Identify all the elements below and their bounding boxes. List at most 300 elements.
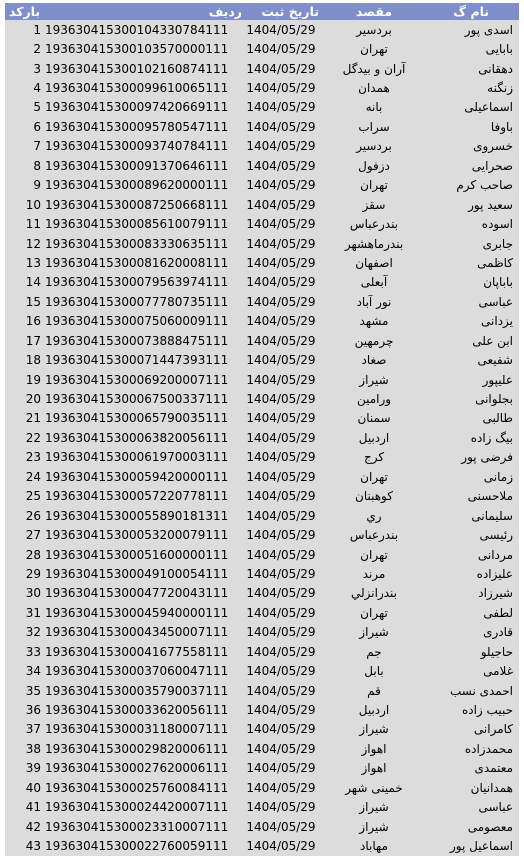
destination: خمینی شهر [345, 780, 403, 795]
row-number-and-barcode-cell [5, 564, 243, 583]
barcode: 193630415300089620000111 [45, 178, 229, 193]
table-row [5, 836, 519, 855]
registration-date: 1404/05/29 [246, 294, 316, 309]
recipient-name: خسروی [473, 139, 513, 154]
recipient-name: محمدزاده [464, 741, 513, 756]
row-number-and-barcode-cell [5, 506, 243, 525]
row-number-and-barcode-cell [5, 467, 243, 486]
recipient-name: جابری [482, 236, 513, 251]
row-number-and-barcode-cell [5, 234, 243, 253]
barcode: 193630415300027620006111 [45, 761, 229, 776]
registration-date: 1404/05/29 [246, 605, 316, 620]
parcel-table [5, 3, 519, 856]
table-row [5, 448, 519, 467]
barcode: 193630415300069200007111 [45, 372, 229, 387]
table-row [5, 759, 519, 778]
table-row [5, 389, 519, 408]
destination: بندرعباس [349, 528, 399, 543]
row-number: 3 [33, 61, 41, 76]
barcode: 193630415300102160874111 [45, 61, 229, 76]
table-row [5, 798, 519, 817]
header-destination-label: مقصد [355, 4, 393, 19]
registration-date: 1404/05/29 [246, 333, 316, 348]
barcode: 193630415300022760059111 [45, 839, 229, 854]
table-row [5, 234, 519, 253]
registration-date: 1404/05/29 [246, 644, 316, 659]
row-number-and-barcode-cell [5, 253, 243, 272]
row-number: 18 [25, 353, 41, 368]
row-number: 8 [33, 158, 41, 173]
recipient-name: بیگ زاده [470, 430, 513, 445]
destination: آبعلی [360, 275, 388, 290]
recipient-name: کاظمی [477, 255, 513, 270]
registration-date: 1404/05/29 [246, 217, 316, 232]
table-row [5, 273, 519, 292]
row-number: 6 [33, 119, 41, 134]
table-row [5, 156, 519, 175]
row-number: 12 [25, 236, 41, 251]
table-row [5, 564, 519, 583]
row-number: 10 [25, 197, 41, 212]
destination: صغاد [361, 353, 387, 368]
registration-date: 1404/05/29 [246, 100, 316, 115]
destination: کوهبنان [355, 489, 393, 504]
row-number-and-barcode-cell [5, 739, 243, 758]
registration-date: 1404/05/29 [246, 839, 316, 854]
registration-date: 1404/05/29 [246, 508, 316, 523]
row-number-and-barcode-cell [5, 137, 243, 156]
barcode: 193630415300097420669111 [45, 100, 229, 115]
destination: بانه [365, 100, 383, 115]
row-number: 5 [33, 100, 41, 115]
recipient-name: یزدانی [481, 314, 513, 329]
row-number-and-barcode-cell [5, 836, 243, 855]
barcode: 193630415300085610079111 [45, 217, 229, 232]
destination: اصفهان [355, 255, 393, 270]
destination: جم [366, 644, 382, 659]
barcode: 193630415300023310007111 [45, 819, 229, 834]
row-number-and-barcode-cell [5, 214, 243, 233]
barcode: 193630415300099610065111 [45, 81, 229, 96]
row-number-and-barcode-cell [5, 156, 243, 175]
destination: سمنان [357, 411, 391, 426]
destination: ري [366, 508, 382, 523]
barcode: 193630415300053200079111 [45, 528, 229, 543]
row-number: 23 [25, 450, 41, 465]
table-row [5, 739, 519, 758]
row-number-and-barcode-cell [5, 448, 243, 467]
registration-date: 1404/05/29 [246, 722, 316, 737]
row-number: 1 [33, 22, 41, 37]
destination: مهاباد [360, 839, 388, 854]
row-number: 25 [25, 489, 41, 504]
table-row [5, 720, 519, 739]
row-number: 30 [25, 586, 41, 601]
destination: تهران [360, 547, 388, 562]
barcode: 193630415300049100054111 [45, 566, 229, 581]
registration-date: 1404/05/29 [246, 683, 316, 698]
barcode: 193630415300065790035111 [45, 411, 229, 426]
row-number-and-barcode-cell [5, 584, 243, 603]
barcode: 193630415300075060009111 [45, 314, 229, 329]
row-number-and-barcode-cell [5, 623, 243, 642]
row-number: 11 [25, 217, 41, 232]
row-number: 17 [25, 333, 41, 348]
barcode: 193630415300035790037111 [45, 683, 229, 698]
table-row [5, 467, 519, 486]
table-row [5, 20, 519, 39]
barcode: 193630415300103570000111 [45, 42, 229, 57]
registration-date: 1404/05/29 [246, 664, 316, 679]
row-number: 43 [25, 839, 41, 854]
row-number: 13 [25, 255, 41, 270]
barcode: 193630415300037060047111 [45, 664, 229, 679]
recipient-name: شیرزاد [478, 586, 513, 601]
barcode: 193630415300067500337111 [45, 392, 229, 407]
destination: بندرماهشهر [344, 236, 404, 251]
recipient-name: حبیب زاده [461, 703, 513, 718]
registration-date: 1404/05/29 [246, 547, 316, 562]
destination: شیراز [359, 625, 389, 640]
recipient-name: باباپان [483, 275, 513, 290]
registration-date: 1404/05/29 [246, 780, 316, 795]
recipient-name: شفیعی [477, 353, 513, 368]
recipient-name: عباسی [478, 294, 513, 309]
registration-date: 1404/05/29 [246, 450, 316, 465]
destination: شیراز [359, 372, 389, 387]
row-number-and-barcode-cell [5, 292, 243, 311]
registration-date: 1404/05/29 [246, 566, 316, 581]
barcode: 193630415300087250668111 [45, 197, 229, 212]
recipient-name: صاحب کرم [456, 178, 513, 193]
barcode: 193630415300093740784111 [45, 139, 229, 154]
recipient-name: اسماعیل پور [450, 839, 513, 854]
table-row [5, 137, 519, 156]
destination: مشهد [359, 314, 389, 329]
barcode: 193630415300095780547111 [45, 119, 229, 134]
row-number-and-barcode-cell [5, 642, 243, 661]
row-number-and-barcode-cell [5, 720, 243, 739]
row-number-and-barcode-cell [5, 778, 243, 797]
recipient-name: اسماعیلی [464, 100, 513, 115]
row-number: 37 [25, 722, 41, 737]
header-row-label: ردیف [208, 4, 242, 19]
row-number-and-barcode-cell [5, 195, 243, 214]
table-row [5, 117, 519, 136]
row-number: 20 [25, 392, 41, 407]
destination: شیراز [359, 800, 389, 815]
row-number: 28 [25, 547, 41, 562]
destination: دزفول [358, 158, 390, 173]
registration-date: 1404/05/29 [246, 314, 316, 329]
recipient-name: بجلوانی [475, 392, 513, 407]
barcode: 193630415300051600000111 [45, 547, 229, 562]
column-header-row-number [5, 3, 243, 20]
destination: تهران [360, 42, 388, 57]
barcode: 193630415300025760084111 [45, 780, 229, 795]
destination: چرمهین [354, 333, 394, 348]
row-number: 24 [25, 469, 41, 484]
recipient-name: معتمدی [474, 761, 513, 776]
destination: شیراز [359, 819, 389, 834]
header-barcode-label: بارکد [9, 4, 41, 19]
barcode: 193630415300033620056111 [45, 703, 229, 718]
table-row [5, 700, 519, 719]
row-number: 32 [25, 625, 41, 640]
header-name-label: نام گ [453, 4, 489, 19]
destination: نور آباد [356, 294, 392, 309]
destination: اهواز [361, 741, 387, 756]
row-number: 19 [25, 372, 41, 387]
destination: اردبیل [358, 703, 390, 718]
row-number-and-barcode-cell [5, 545, 243, 564]
row-number-and-barcode-cell [5, 59, 243, 78]
row-number-and-barcode-cell [5, 603, 243, 622]
recipient-name: علیزاده [476, 566, 513, 581]
recipient-name: عباسی [478, 800, 513, 815]
row-number-and-barcode-cell [5, 661, 243, 680]
recipient-name: کامرانی [473, 722, 513, 737]
barcode: 193630415300083330635111 [45, 236, 229, 251]
row-number: 4 [33, 81, 41, 96]
recipient-name: زنگنه [487, 81, 513, 96]
table-row [5, 214, 519, 233]
registration-date: 1404/05/29 [246, 42, 316, 57]
recipient-name: علیپور [482, 372, 513, 387]
registration-date: 1404/05/29 [246, 158, 316, 173]
row-number: 15 [25, 294, 41, 309]
barcode: 193630415300031180007111 [45, 722, 229, 737]
row-number: 27 [25, 528, 41, 543]
row-number-and-barcode-cell [5, 78, 243, 97]
barcode: 193630415300055890181311 [45, 508, 229, 523]
destination: تهران [360, 469, 388, 484]
barcode: 193630415300063820056111 [45, 430, 229, 445]
registration-date: 1404/05/29 [246, 800, 316, 815]
column-header-date [243, 3, 319, 20]
row-number-and-barcode-cell [5, 487, 243, 506]
recipient-name: ابن علی [472, 333, 513, 348]
row-number: 39 [25, 761, 41, 776]
row-number-and-barcode-cell [5, 428, 243, 447]
registration-date: 1404/05/29 [246, 761, 316, 776]
registration-date: 1404/05/29 [246, 236, 316, 251]
table-row [5, 176, 519, 195]
destination: بابل [364, 664, 384, 679]
table-row [5, 623, 519, 642]
registration-date: 1404/05/29 [246, 139, 316, 154]
registration-date: 1404/05/29 [246, 119, 316, 134]
table-row [5, 59, 519, 78]
row-number: 33 [25, 644, 41, 659]
recipient-name: مردانی [477, 547, 513, 562]
table-row [5, 584, 519, 603]
row-number-and-barcode-cell [5, 798, 243, 817]
barcode: 193630415300071447393111 [45, 353, 229, 368]
barcode: 193630415300077780735111 [45, 294, 229, 309]
destination: بندرانزلي [350, 586, 397, 601]
table-header-row [5, 3, 519, 20]
table-row [5, 370, 519, 389]
registration-date: 1404/05/29 [246, 372, 316, 387]
recipient-name: زمانی [483, 469, 513, 484]
barcode: 193630415300045940000111 [45, 605, 229, 620]
registration-date: 1404/05/29 [246, 703, 316, 718]
destination: بردسیر [356, 22, 392, 37]
recipient-name: صحرایی [471, 158, 513, 173]
registration-date: 1404/05/29 [246, 178, 316, 193]
table-row [5, 642, 519, 661]
recipient-name: حاجیلو [480, 644, 513, 659]
barcode: 193630415300047720043111 [45, 586, 229, 601]
recipient-name: غلامی [483, 664, 513, 679]
registration-date: 1404/05/29 [246, 625, 316, 640]
row-number-and-barcode-cell [5, 98, 243, 117]
recipient-name: همدانیان [470, 780, 513, 795]
registration-date: 1404/05/29 [246, 469, 316, 484]
row-number: 40 [25, 780, 41, 795]
row-number: 41 [25, 800, 41, 815]
registration-date: 1404/05/29 [246, 741, 316, 756]
row-number: 35 [25, 683, 41, 698]
destination: قم [367, 683, 381, 698]
barcode: 193630415300024420007111 [45, 800, 229, 815]
barcode: 193630415300091370646111 [45, 158, 229, 173]
destination: اهواز [361, 761, 387, 776]
registration-date: 1404/05/29 [246, 61, 316, 76]
row-number-and-barcode-cell [5, 681, 243, 700]
row-number-and-barcode-cell [5, 370, 243, 389]
recipient-name: فرضی پور [461, 450, 513, 465]
recipient-name: سعید پور [468, 197, 513, 212]
table-row [5, 39, 519, 58]
header-date-label: تاریخ ثبت [261, 4, 319, 19]
barcode: 193630415300043450007111 [45, 625, 229, 640]
row-number: 26 [25, 508, 41, 523]
recipient-name: اسدی پور [464, 22, 513, 37]
registration-date: 1404/05/29 [246, 489, 316, 504]
registration-date: 1404/05/29 [246, 430, 316, 445]
row-number: 9 [33, 178, 41, 193]
recipient-name: ملاحسنی [467, 489, 513, 504]
table-row [5, 78, 519, 97]
row-number-and-barcode-cell [5, 759, 243, 778]
recipient-name: قادری [483, 625, 513, 640]
destination: کرج [363, 450, 385, 465]
row-number: 14 [25, 275, 41, 290]
destination: اردبیل [358, 430, 390, 445]
registration-date: 1404/05/29 [246, 197, 316, 212]
row-number-and-barcode-cell [5, 117, 243, 136]
table-row [5, 195, 519, 214]
table-row [5, 603, 519, 622]
table-row [5, 506, 519, 525]
row-number: 34 [25, 664, 41, 679]
destination: تهران [360, 178, 388, 193]
row-number: 2 [33, 42, 41, 57]
destination: سراب [358, 119, 390, 134]
row-number-and-barcode-cell [5, 273, 243, 292]
row-number-and-barcode-cell [5, 409, 243, 428]
barcode: 193630415300041677558111 [45, 644, 229, 659]
row-number-and-barcode-cell [5, 700, 243, 719]
registration-date: 1404/05/29 [246, 81, 316, 96]
table-row [5, 350, 519, 369]
destination: همدان [358, 81, 390, 96]
registration-date: 1404/05/29 [246, 528, 316, 543]
recipient-name: باوفا [490, 119, 513, 134]
registration-date: 1404/05/29 [246, 411, 316, 426]
row-number-and-barcode-cell [5, 20, 243, 39]
destination: تهران [360, 605, 388, 620]
table-row [5, 312, 519, 331]
table-row [5, 817, 519, 836]
recipient-name: بابایی [485, 42, 513, 57]
recipient-name: رئیسی [479, 528, 513, 543]
row-number: 38 [25, 741, 41, 756]
registration-date: 1404/05/29 [246, 819, 316, 834]
registration-date: 1404/05/29 [246, 353, 316, 368]
destination: بردسیر [356, 139, 392, 154]
barcode: 193630415300073888475111 [45, 333, 229, 348]
registration-date: 1404/05/29 [246, 22, 316, 37]
barcode: 193630415300029820006111 [45, 741, 229, 756]
table-row [5, 253, 519, 272]
table-row [5, 331, 519, 350]
row-number-and-barcode-cell [5, 350, 243, 369]
table-row [5, 778, 519, 797]
column-header-destination [319, 3, 429, 20]
registration-date: 1404/05/29 [246, 586, 316, 601]
registration-date: 1404/05/29 [246, 255, 316, 270]
row-number: 22 [25, 430, 41, 445]
destination: بندرعباس [349, 217, 399, 232]
barcode: 193630415300061970003111 [45, 450, 229, 465]
recipient-name: سلیمانی [471, 508, 513, 523]
barcode: 193630415300057220778111 [45, 489, 229, 504]
destination: آران و بیدگل [342, 61, 406, 76]
barcode: 193630415300081620008111 [45, 255, 229, 270]
recipient-name: معصومی [467, 819, 513, 834]
row-number-and-barcode-cell [5, 312, 243, 331]
destination: ورامین [356, 392, 392, 407]
table-row [5, 525, 519, 544]
row-number: 21 [25, 411, 41, 426]
table-row [5, 428, 519, 447]
destination: مرند [362, 566, 386, 581]
row-number-and-barcode-cell [5, 389, 243, 408]
table-row [5, 487, 519, 506]
row-number-and-barcode-cell [5, 817, 243, 836]
barcode: 193630415300104330784111 [45, 22, 229, 37]
registration-date: 1404/05/29 [246, 392, 316, 407]
table-row [5, 98, 519, 117]
row-number-and-barcode-cell [5, 331, 243, 350]
recipient-name: دهقانی [478, 61, 513, 76]
destination: شیراز [359, 722, 389, 737]
recipient-name: طالبی [482, 411, 513, 426]
row-number-and-barcode-cell [5, 39, 243, 58]
recipient-name: اسوده [481, 217, 513, 232]
row-number: 36 [25, 703, 41, 718]
barcode: 193630415300059420000111 [45, 469, 229, 484]
row-number: 31 [25, 605, 41, 620]
row-number: 7 [33, 139, 41, 154]
row-number: 16 [25, 314, 41, 329]
row-number: 42 [25, 819, 41, 834]
registration-date: 1404/05/29 [246, 275, 316, 290]
column-header-name [429, 3, 519, 20]
